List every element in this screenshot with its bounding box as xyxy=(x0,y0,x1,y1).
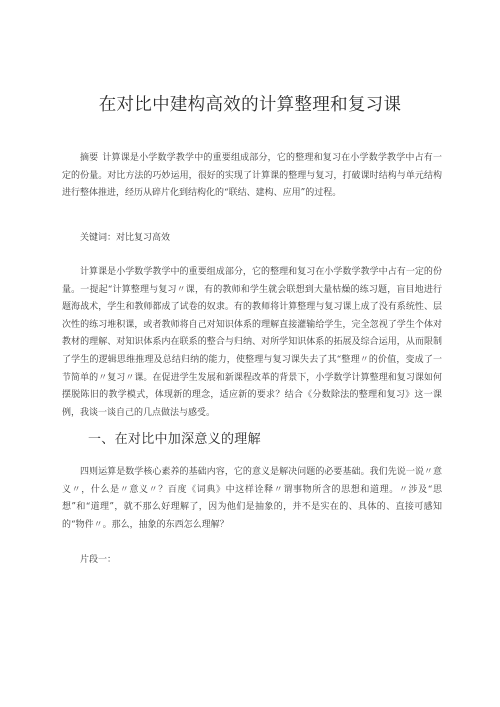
abstract-label: 摘要 xyxy=(80,153,99,163)
section-heading: 一、在对比中加深意义的理解 xyxy=(88,432,261,447)
abstract-text: 计算课是小学数学教学中的重要组成部分，它的整理和复习在小学数学教学中占有一定的份量。对比方法的巧妙运用，很好的实现了计算课的整理与复习，打破课时结构与单元结构进行整体推进，经历从碎片化到结构化的“联结、建构、应用”的过程。 xyxy=(62,153,442,199)
keywords-label: 关键词： xyxy=(80,233,117,243)
keywords-line xyxy=(62,230,442,248)
segment-label: 片段一： xyxy=(80,555,117,565)
body-paragraph-1: 计算课是小学数学教学中的重要组成部分，它的整理和复习在小学数学教学中占有一定的份量。一提起“计算整理与复习〃课，有的教师和学生就会联想到大量枯燥的练习题，盲目地进行题海战术，学生和教师都成了试卷的奴隶。有的教师将计算整理与复习课上成了没有系统性、层次性的练习堆积课，或者教师将自己对知识体系的理解直接灌输给学生，完全忽视了学生个体对教材的理解、对知识体系内在联系的整合与归纳、对所学知识体系的拓展及综合运用，从而限制了学生的逻辑思维推理及总结归纳的能力，使整理与复习课失去了其“整理〃的价值，变成了一节简单的〃复习〃课。在促进学生发展和新课程改革的背景下，小学数学计算整理和复习课如何摆脱陈旧的教学模式，体现新的理念，适应新的要求？结合《分数除法的整理和复习》这一课例，我谈一谈自己的几点做法与感受。 xyxy=(62,267,442,418)
body-paragraph-2: 四则运算是数学核心素养的基础内容，它的意义是解决问题的必要基础。我们先说一说〃意义〃，什么是〃意义〃？百度《词典》中这样诠释〃谓事物所含的思想和道理。〃涉及“思想”和“道理”，就不那么好理解了，因为他们是抽象的，并不是实在的、具体的、直接可感知的“物件〃。那么，抽象的东西怎么理解？ xyxy=(62,467,442,530)
document-title: 在对比中建构高效的计算整理和复习课 xyxy=(98,95,402,115)
keywords-text: 对比复习高效 xyxy=(116,233,171,243)
abstract-paragraph xyxy=(62,150,442,203)
